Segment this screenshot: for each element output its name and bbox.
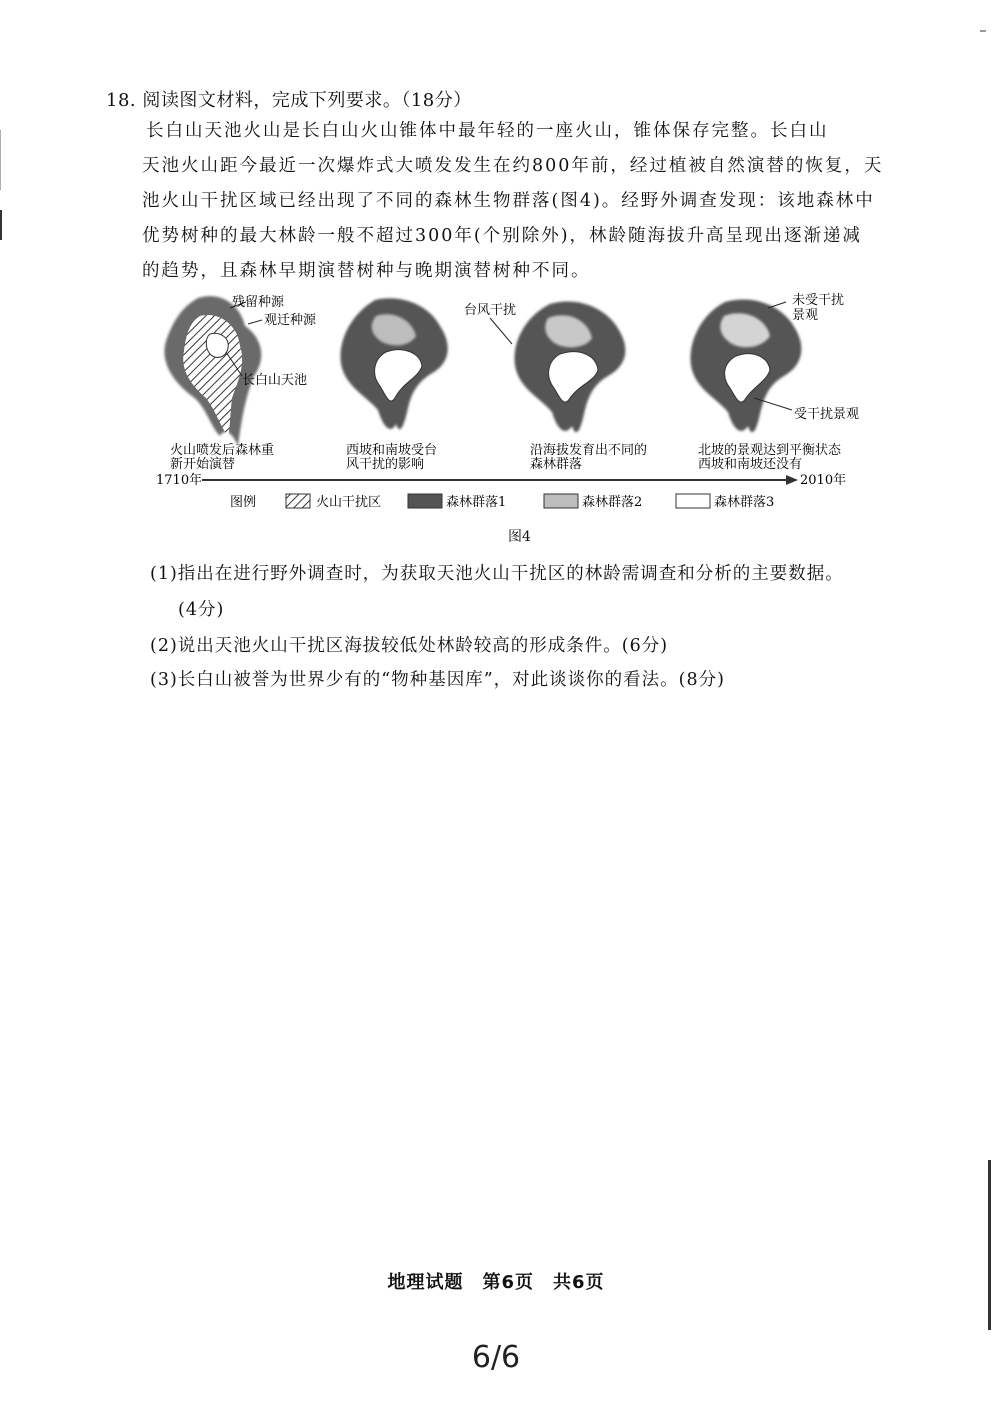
stage-caption: 新开始演替: [170, 457, 236, 472]
map4-label-landscape: 景观: [792, 308, 819, 323]
paragraph-line: 优势树种的最大林龄一般不超过300年(个别除外)，林龄随海拔升高呈现出逐渐递减: [142, 226, 863, 246]
legend-item: 森林群落2: [582, 495, 643, 510]
timeline-arrowhead-icon: [786, 475, 798, 485]
stage-caption: 风干扰的影响: [346, 457, 425, 472]
stage-caption: 沿海拔发育出不同的: [530, 443, 648, 458]
legend-item: 森林群落1: [446, 495, 507, 510]
sub-question-1: (1)指出在进行野外调查时，为获取天池火山干扰区的林龄需调查和分析的主要数据。: [150, 564, 844, 584]
figure-4: [150, 286, 860, 516]
stage-caption: 北坡的景观达到平衡状态: [698, 443, 842, 458]
figure-4-svg: [150, 286, 860, 516]
map1-label-migrated: 观迁种源: [264, 313, 317, 328]
legend-item: 火山干扰区: [316, 495, 382, 510]
map4-label-disturbed: 受干扰景观: [794, 407, 860, 422]
paragraph-line: 池火山干扰区域已经出现了不同的森林生物群落(图4)。经野外调查发现：该地森林中: [142, 191, 875, 211]
stage-caption: 火山喷发后森林重: [170, 443, 275, 458]
paragraph-line: 的趋势，且森林早期演替树种与晚期演替树种不同。: [142, 261, 591, 281]
sub-question-3: (3)长白山被誉为世界少有的“物种基因库”，对此谈谈你的看法。(8分): [150, 670, 725, 690]
figure-caption: 图4: [508, 529, 531, 545]
map-stage-2: [340, 298, 447, 429]
map1-label-residual: 残留种源: [232, 295, 285, 310]
map3-label-typhoon: 台风干扰: [464, 303, 517, 318]
legend-swatch-dark: [408, 494, 442, 508]
map-1710: [164, 295, 317, 446]
scan-mark: [0, 210, 2, 240]
page-indicator: 6/6: [471, 1340, 521, 1375]
timeline-end: 2010年: [800, 473, 847, 488]
legend-item: 森林群落3: [714, 495, 775, 510]
map4-label-undisturbed: 未受干扰: [792, 293, 845, 308]
map-stage-3: [464, 302, 625, 433]
timeline-start: 1710年: [156, 473, 203, 488]
legend-swatch-white: [676, 494, 710, 508]
scan-mark: [980, 30, 986, 32]
map-2010: [690, 292, 859, 432]
paragraph-line: 长白山天池火山是长白山火山锥体中最年轻的一座火山，锥体保存完整。长白山: [146, 121, 829, 141]
question-paragraph: [142, 114, 894, 289]
page-footer: 地理试题 第6页 共6页: [387, 1272, 605, 1293]
paragraph-line: 天池火山距今最近一次爆炸式大喷发发生在约800年前，经过植被自然演替的恢复，天: [142, 156, 884, 176]
question-title: 18. 阅读图文材料，完成下列要求。（18分）: [106, 90, 472, 111]
stage-caption: 森林群落: [530, 457, 583, 472]
stage-caption: 西坡和南坡还没有: [698, 457, 803, 472]
sub-question-2: (2)说出天池火山干扰区海拔较低处林龄较高的形成条件。(6分): [150, 636, 669, 656]
scan-mark: [0, 130, 1, 190]
sub-question-1-score: (4分): [178, 600, 225, 620]
legend-title: 图例: [230, 495, 257, 510]
scan-mark: [988, 1160, 991, 1330]
legend-swatch-hatch: [286, 494, 310, 508]
map1-label-tianchi: 长白山天池: [242, 373, 308, 388]
stage-caption: 西坡和南坡受台: [346, 443, 438, 458]
legend-swatch-light: [544, 494, 578, 508]
